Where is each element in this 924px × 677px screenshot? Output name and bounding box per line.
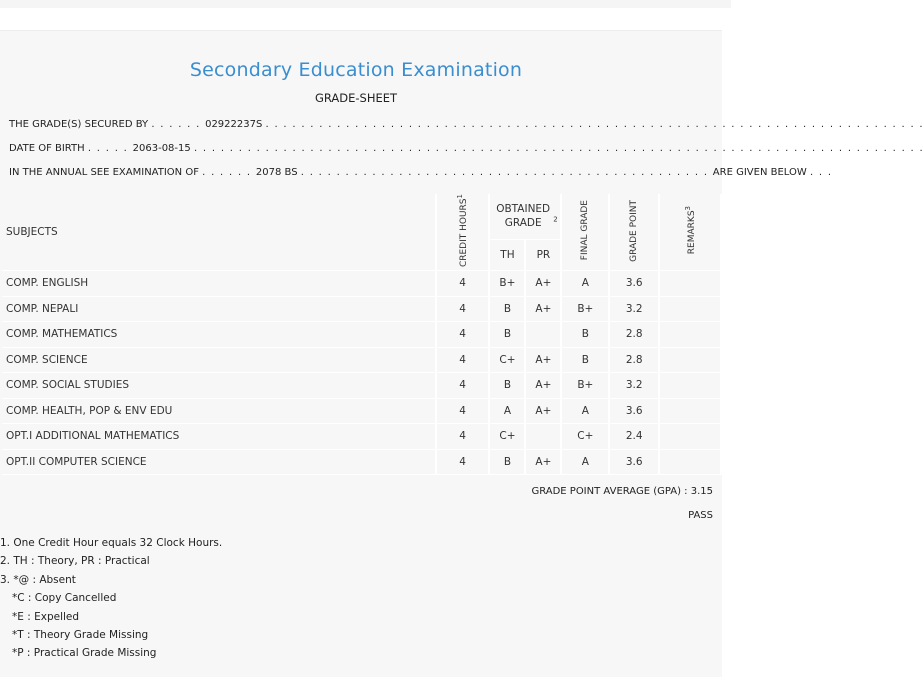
- final-grade: A: [561, 271, 609, 297]
- subject-name: COMP. SOCIAL STUDIES: [2, 373, 436, 399]
- final-grade: A: [561, 449, 609, 475]
- th-grade: B: [489, 322, 525, 348]
- credit-hours: 4: [436, 347, 490, 373]
- subject-name: COMP. SCIENCE: [2, 347, 436, 373]
- dob-value: 2063-08-15: [132, 143, 191, 154]
- grade-sheet-heading: GRADE-SHEET: [314, 91, 398, 105]
- footnote-theory-missing: *T : Theory Grade Missing: [12, 628, 149, 641]
- footnotes: [0, 537, 222, 666]
- secured-by-label: THE GRADE(S) SECURED BY: [9, 119, 149, 130]
- exam-suffix: ARE GIVEN BELOW: [712, 167, 807, 178]
- top-band: [0, 0, 731, 8]
- remarks: [659, 322, 721, 348]
- subject-name: COMP. MATHEMATICS: [2, 322, 436, 348]
- grades-table: [2, 194, 722, 475]
- table-row: [2, 449, 721, 475]
- final-grade-header: FINAL GRADE: [561, 194, 609, 271]
- th-grade: A: [489, 398, 525, 424]
- credit-hours-header: CREDIT HOURS$^1$: [436, 194, 490, 271]
- subject-name: OPT.II COMPUTER SCIENCE: [2, 449, 436, 475]
- credit-hours: 4: [436, 271, 490, 297]
- remarks: [659, 347, 721, 373]
- dob-line: DATE OF BIRTH . . . . . 2063-08-15 . . . . . . . . . . . . . . . . . . . . . . . . . . . . . . . . . . . . . . . . . . . . . . . . . . . . . . . . . . . . . . . . . . . . . . . . . . . . . . . . . .: [9, 143, 924, 154]
- final-grade: C+: [561, 424, 609, 450]
- gpa-value: 3.15: [690, 486, 713, 497]
- final-grade: B+: [561, 296, 609, 322]
- gpa-label: GRADE POINT AVERAGE (GPA) :: [531, 486, 688, 497]
- table-row: [2, 424, 721, 450]
- th-grade: B: [489, 373, 525, 399]
- remarks: [659, 271, 721, 297]
- grade-sheet: [0, 30, 924, 677]
- dob-label: DATE OF BIRTH: [9, 143, 85, 154]
- footnote-th-pr: 2. TH : Theory, PR : Practical: [0, 555, 150, 568]
- footnote-absent: 3. *@ : Absent: [0, 573, 76, 586]
- secured-by-line: THE GRADE(S) SECURED BY . . . . . . 02922237S . . . . . . . . . . . . . . . . . . . . . . . . . . . . . . . . . . . . . . . . . . . . . . . . . . . . . . . . . . . . . . . . . . . . . . . . . .: [9, 119, 924, 130]
- secured-by-value: 02922237S: [205, 119, 263, 130]
- credit-hours: 4: [436, 322, 490, 348]
- subjects-header: SUBJECTS: [2, 194, 436, 271]
- th-grade: B+: [489, 271, 525, 297]
- th-header: TH: [489, 239, 525, 271]
- th-grade: C+: [489, 347, 525, 373]
- remarks: [659, 373, 721, 399]
- th-grade: B: [489, 296, 525, 322]
- credit-hours: 4: [436, 424, 490, 450]
- footnote-expelled: *E : Expelled: [12, 610, 80, 623]
- pr-grade: A+: [525, 398, 561, 424]
- final-grade: B: [561, 322, 609, 348]
- pr-grade: A+: [525, 271, 561, 297]
- remarks: [659, 398, 721, 424]
- pr-grade: [525, 322, 561, 348]
- obtained-grade-header: OBTAINED GRADE $^2$: [489, 194, 561, 239]
- final-grade: A: [561, 398, 609, 424]
- subject-name: OPT.I ADDITIONAL MATHEMATICS: [2, 424, 436, 450]
- grade-point: 2.8: [609, 347, 659, 373]
- grade-point: 2.4: [609, 424, 659, 450]
- exam-title: Secondary Education Examination: [189, 59, 523, 81]
- pr-grade: A+: [525, 347, 561, 373]
- footnote-practical-missing: *P : Practical Grade Missing: [12, 647, 157, 660]
- table-row: [2, 373, 721, 399]
- subject-name: COMP. ENGLISH: [2, 271, 436, 297]
- remarks: [659, 296, 721, 322]
- pr-header: PR: [525, 239, 561, 271]
- pr-grade: A+: [525, 373, 561, 399]
- grade-point: 3.6: [609, 398, 659, 424]
- grade-point: 2.8: [609, 322, 659, 348]
- table-row: [2, 271, 721, 297]
- grade-point: 3.6: [609, 449, 659, 475]
- footnote-credit-hour: 1. One Credit Hour equals 32 Clock Hours.: [0, 537, 223, 549]
- remarks-header: REMARKS$^3$: [659, 194, 721, 271]
- table-row: [2, 322, 721, 348]
- footnote-copy-cancelled: *C : Copy Cancelled: [12, 592, 117, 605]
- credit-hours: 4: [436, 449, 490, 475]
- gpa-line: [531, 486, 713, 497]
- table-row: [2, 347, 721, 373]
- pr-grade: A+: [525, 296, 561, 322]
- credit-hours: 4: [436, 398, 490, 424]
- remarks: [659, 449, 721, 475]
- th-grade: B: [489, 449, 525, 475]
- credit-hours: 4: [436, 296, 490, 322]
- credit-hours: 4: [436, 373, 490, 399]
- exam-value: 2078 BS: [255, 167, 298, 178]
- pr-grade: A+: [525, 449, 561, 475]
- subject-name: COMP. NEPALI: [2, 296, 436, 322]
- exam-line: IN THE ANNUAL SEE EXAMINATION OF . . . . . . 2078 BS . . . . . . . . . . . . . . . . . . . . . . . . . . . . . . . . . . . . . . . . . . . . . . ARE GIVEN BELOW . . .: [9, 167, 833, 178]
- final-grade: B+: [561, 373, 609, 399]
- table-row: [2, 296, 721, 322]
- grade-point-header: GRADE POINT: [609, 194, 659, 271]
- final-grade: B: [561, 347, 609, 373]
- grade-point: 3.2: [609, 296, 659, 322]
- result-status: PASS: [688, 510, 713, 521]
- exam-label: IN THE ANNUAL SEE EXAMINATION OF: [9, 167, 199, 178]
- grade-point: 3.6: [609, 271, 659, 297]
- subject-name: COMP. HEALTH, POP & ENV EDU: [2, 398, 436, 424]
- remarks: [659, 424, 721, 450]
- th-grade: C+: [489, 424, 525, 450]
- table-row: [2, 398, 721, 424]
- grade-point: 3.2: [609, 373, 659, 399]
- pr-grade: [525, 424, 561, 450]
